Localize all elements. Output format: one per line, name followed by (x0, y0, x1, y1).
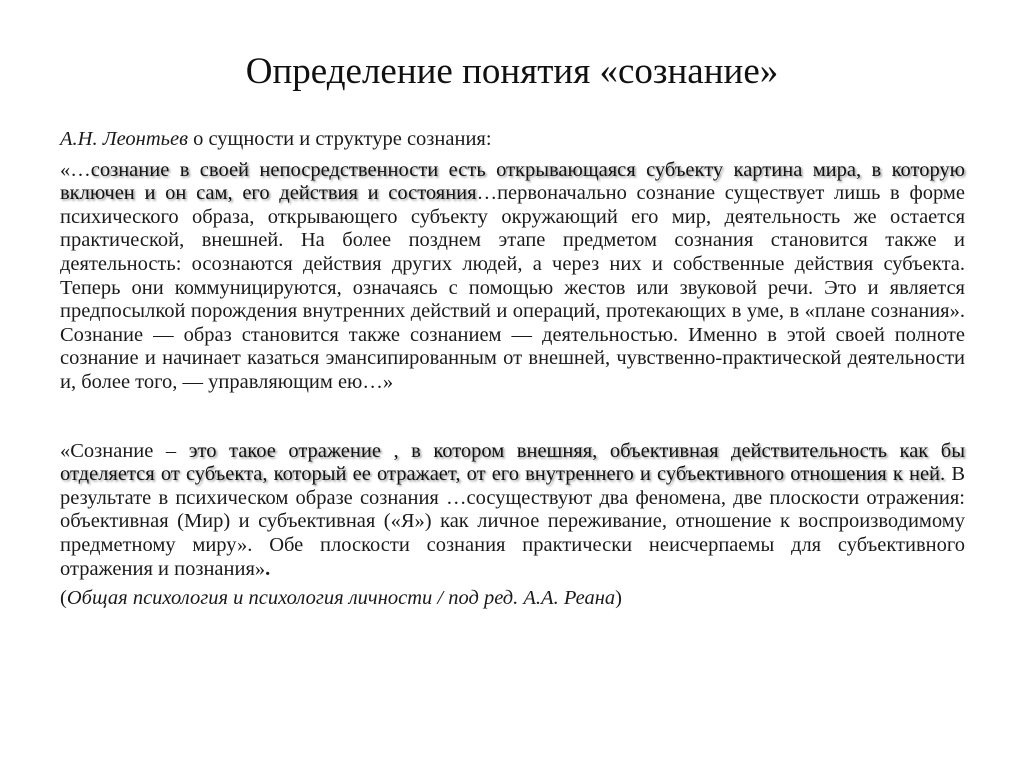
definition-quote (60, 440, 965, 582)
intro-text: о сущности и структуре сознания: (187, 128, 492, 150)
citation-open: ( (60, 587, 67, 610)
slide-title: Определение понятия «сознание» (245, 51, 779, 92)
citation (60, 587, 965, 611)
slide-body (60, 128, 965, 611)
quote-open: «… (60, 158, 91, 181)
quote-highlight: это такое отражение , в котором внешняя, объективная действительность как бы отделяется от субъекта, который ее отражает, от его внутреннего и субъективного отношения к ней. (60, 439, 966, 486)
quote-open: «Сознание – (60, 439, 189, 462)
citation-source: Общая психология и психология личности / под ред. А.А. Реана (66, 587, 616, 610)
quote-rest: В результате в психическом образе сознания …сосуществуют два феномена, две плоскости отражения: объективная (Мир) и субъективная («Я») как личное переживание, отношение к воспроизводимому предметному миру». Обе плоскости сознания практически неисчерпаемы для субъективного отражения и познания» (60, 463, 965, 580)
leontiev-quote (60, 159, 965, 395)
quote-end: . (265, 557, 271, 580)
quote-rest: …первоначально сознание существует лишь в форме психического образа, открывающего субъекту окружающий его мир, деятельность же остается практической, внешней. На более позднем этапе предметом сознания становится также и деятельность: осознаются действия других людей, а через них и собственные действия субъекта. Теперь они коммуницируются, означаясь с помощью жестов или звуковой речи. Это и является предпосылкой порождения внутренних действий и операций, протекающих в уме, в «плане сознания». Сознание — образ становится также сознанием — деятельностью. Именно в этой своей полноте сознание и начинает казаться эмансипированным от внешней, чувственно-практической деятельности и, более того, — управляющим ею…» (60, 182, 965, 393)
citation-close: ) (615, 587, 622, 610)
author-name: А.Н. Леонтьев (60, 128, 188, 150)
intro-line (60, 128, 965, 152)
quote-highlight: сознание в своей непосредственности есть открывающаяся субъекту картина мира, в которую включен и он сам, его действия и состояния (60, 158, 965, 205)
